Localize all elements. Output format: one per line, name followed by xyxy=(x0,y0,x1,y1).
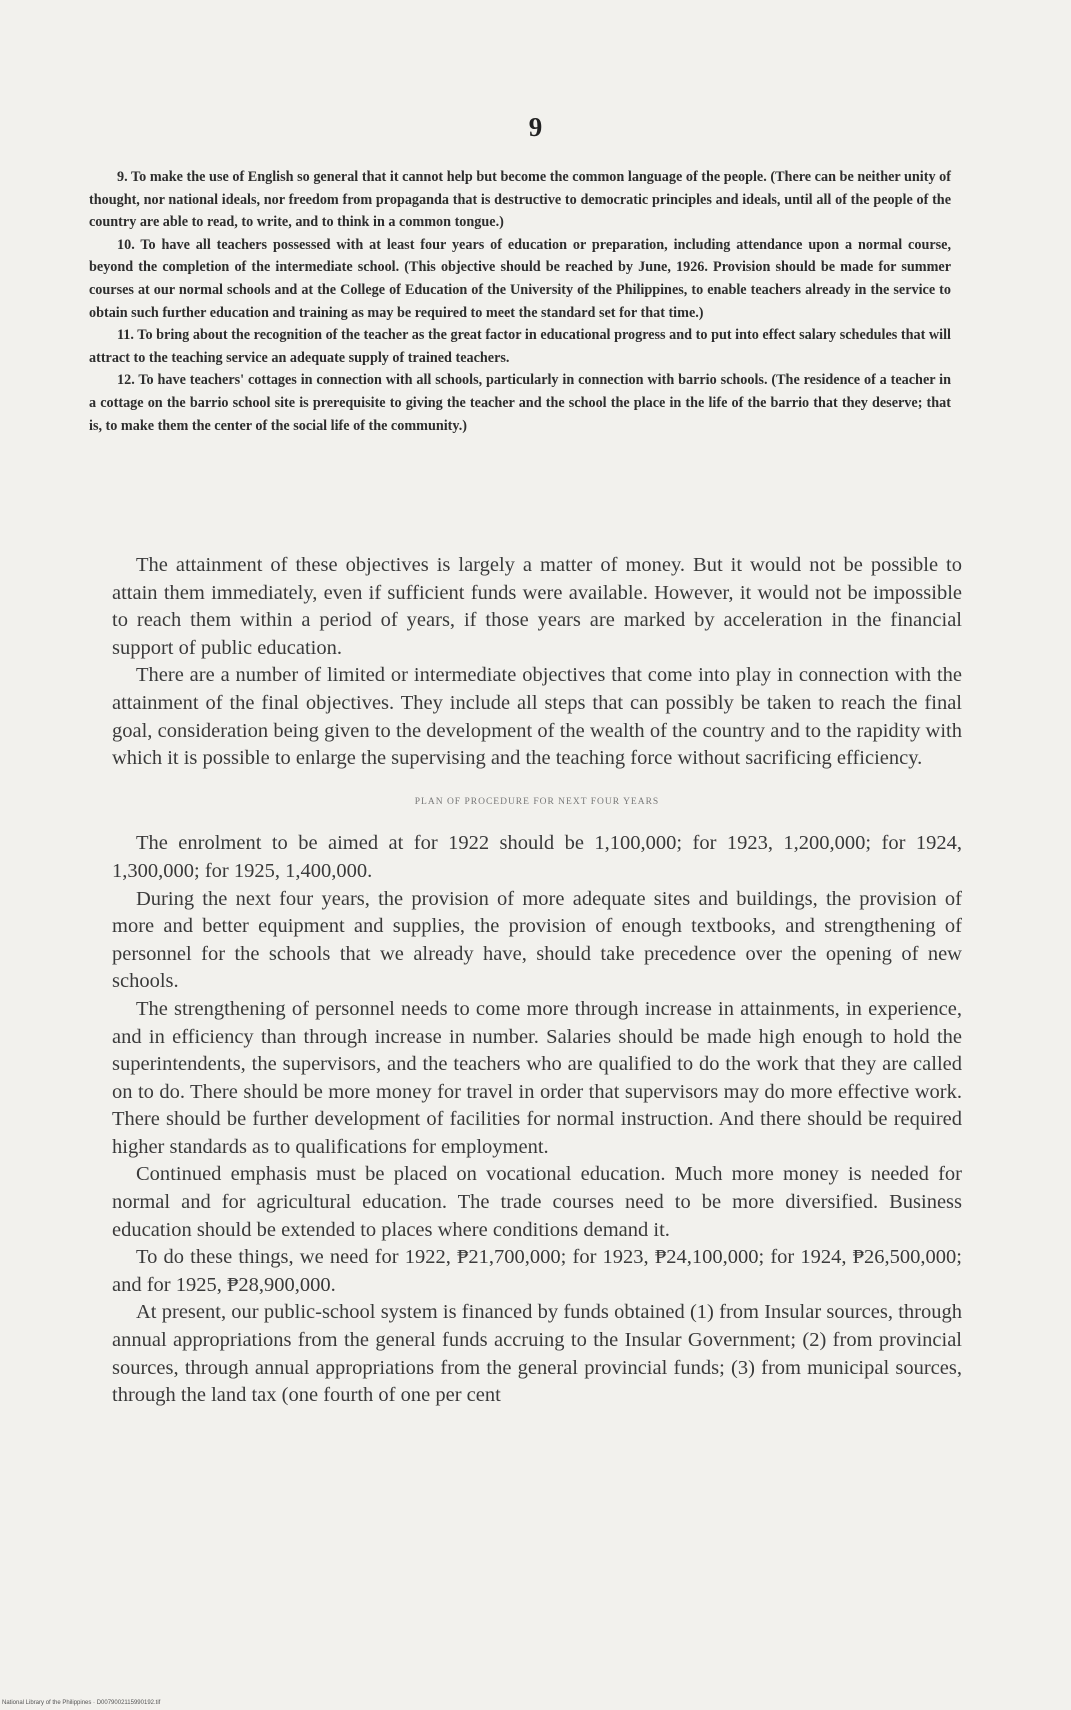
paragraph: The strengthening of personnel needs to come more through increase in attainments, in experience, and in efficiency than through increase in number. Salaries should be made high enough to hold the superintendents, the supervisors, and the teachers who are qualified to do the work that they are called on to do. There should be more money for travel in order that supervisors may do more effective work. There should be further development of facilities for normal instruction. And there should be required higher standards as to qualifications for employment. xyxy=(112,997,962,1158)
page-number: 9 xyxy=(528,112,543,142)
objectives-list xyxy=(89,166,951,437)
objective-10: 10. To have all teachers possessed with at least four years of education or preparation, including attendance upon a normal course, beyond the completion of the intermediate school. (This objective should be reached by June, 1926. Provision should be made for summer courses at our normal schools and at the College of Education of the University of the Philippines, to enable teachers already in the service to obtain such further education and training as may be required to meet the standard set for that time.) xyxy=(89,236,951,321)
objective-9: 9. To make the use of English so general that it cannot help but become the common language of the people. (There can be neither unity of thought, nor national ideals, nor freedom from propaganda that is destructive to democratic principles and ideals, until all of the people of the country are able to read, to write, and to think in a common tongue.) xyxy=(89,169,951,231)
paragraph: Continued emphasis must be placed on vocational education. Much more money is needed for normal and for agricultural education. The trade courses need to be more diversified. Business education should be extended to places where conditions demand it. xyxy=(112,1163,962,1241)
body-text xyxy=(112,552,962,1410)
paragraph: To do these things, we need for 1922, ₱21,700,000; for 1923, ₱24,100,000; for 1924, ₱26,500,000; and for 1925, ₱28,900,000. xyxy=(112,1246,962,1296)
paragraph: During the next four years, the provision of more adequate sites and buildings, the provision of more and better equipment and supplies, the provision of enough textbooks, and strengthening of personnel for the schools that we already have, should take precedence over the opening of new schools. xyxy=(112,887,962,993)
scan-footer: National Library of the Philippines · D0079002115990192.tif xyxy=(2,1700,161,1706)
paragraph: The attainment of these objectives is largely a matter of money. But it would not be possible to attain them immediately, even if sufficient funds were available. However, it would not be impossible to reach them within a period of years, if those years are marked by acceleration in the financial support of public education. xyxy=(112,554,962,659)
paragraph: The enrolment to be aimed at for 1922 should be 1,100,000; for 1923, 1,200,000; for 1924, 1,300,000; for 1925, 1,400,000. xyxy=(112,832,962,882)
paragraph: There are a number of limited or intermediate objectives that come into play in connection with the attainment of the final objectives. They include all steps that can possibly be taken to reach the final goal, consideration being given to the development of the wealth of the country and to the rapidity with which it is possible to enlarge the supervising and the teaching force without sacrificing efficiency. xyxy=(112,664,962,770)
objective-12: 12. To have teachers' cottages in connection with all schools, particularly in connection with barrio schools. (The residence of a teacher in a cottage on the barrio school site is prerequisite to giving the teacher and the school the place in the life of the barrio that they deserve; that is, to make them the center of the social life of the community.) xyxy=(89,372,951,434)
section-heading: PLAN OF PROCEDURE FOR NEXT FOUR YEARS xyxy=(414,796,660,807)
paragraph: At present, our public-school system is financed by funds obtained (1) from Insular sources, through annual appropriations from the general funds accruing to the Insular Government; (2) from provincial sources, through annual appropriations from the general provincial funds; (3) from municipal sources, through the land tax (one fourth of one per cent xyxy=(112,1301,962,1407)
objective-11: 11. To bring about the recognition of the teacher as the great factor in educational progress and to put into effect salary schedules that will attract to the teaching service an adequate supply of trained teachers. xyxy=(89,327,951,366)
